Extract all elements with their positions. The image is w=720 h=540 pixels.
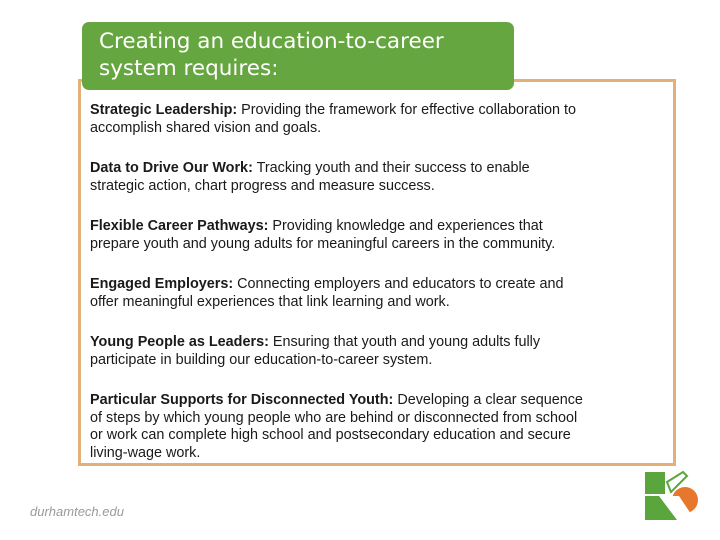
- item-text: or work can complete high school and postsecondary education and secure: [90, 427, 571, 443]
- item-text: offer meaningful experiences that link learning and work.: [90, 293, 450, 310]
- list-item: [90, 160, 646, 195]
- list-item: [90, 334, 646, 369]
- item-text: Providing the framework for effective collaboration to: [241, 102, 577, 118]
- item-heading: Flexible Career Pathways:: [90, 218, 269, 234]
- item-text: accomplish shared vision and goals.: [90, 119, 322, 136]
- item-text: living-wage work.: [90, 444, 201, 461]
- item-text: Providing knowledge and experiences that: [272, 218, 543, 234]
- list-item: [90, 102, 646, 137]
- item-heading: Data to Drive Our Work:: [90, 160, 253, 176]
- list-item: [90, 392, 646, 462]
- item-text: of steps by which young people who are behind or disconnected from school: [90, 409, 578, 426]
- item-text: participate in building our education-to-career system.: [90, 351, 433, 368]
- item-text: strategic action, chart progress and measure success.: [90, 177, 435, 194]
- item-heading: Engaged Employers:: [90, 276, 234, 292]
- item-text: prepare youth and young adults for meaningful careers in the community.: [90, 235, 556, 252]
- item-heading: Young People as Leaders:: [90, 334, 269, 350]
- durham-tech-logo-icon: [641, 470, 699, 522]
- list-item: [90, 276, 646, 311]
- list-item: [90, 218, 646, 253]
- item-heading: Particular Supports for Disconnected Youth:: [90, 392, 394, 408]
- item-text: Tracking youth and their success to enable: [256, 160, 530, 176]
- item-text: Ensuring that youth and young adults fully: [272, 334, 541, 350]
- item-heading: Strategic Leadership:: [90, 102, 238, 118]
- logo-green-square: [645, 472, 665, 494]
- title-line-2: system requires:: [99, 56, 279, 81]
- item-text: Connecting employers and educators to create and: [237, 276, 564, 292]
- title-line-1: Creating an education-to-career: [99, 29, 444, 54]
- slide-title: [82, 22, 514, 90]
- requirements-list: [90, 102, 646, 485]
- footer-url: durhamtech.edu: [30, 504, 124, 519]
- item-text: Developing a clear sequence: [397, 392, 583, 408]
